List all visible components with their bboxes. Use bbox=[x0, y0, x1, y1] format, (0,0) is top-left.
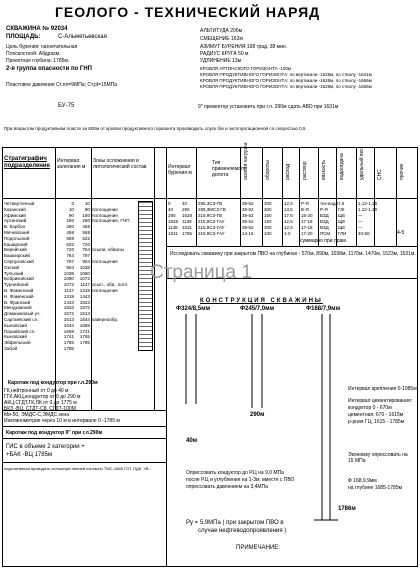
strat-bottom: 1785 bbox=[79, 340, 90, 346]
drill-cell: 1-0 bbox=[284, 231, 291, 236]
strat-top: 10 bbox=[68, 206, 74, 212]
strat-top: 720 bbox=[66, 247, 74, 253]
drill-cell: 14-15 bbox=[242, 231, 254, 236]
drill-cell: 40 bbox=[182, 201, 188, 206]
pressure-test-2: после Р.Ц и углубления на 1-3м. вместе с ПВО bbox=[186, 477, 295, 483]
strat-bottom: 1147 bbox=[80, 282, 90, 288]
drill-cell: 215,9СЗ-ГАУ bbox=[198, 219, 225, 224]
drill-cell: 150 bbox=[264, 213, 272, 218]
core-row-5: Инклинометрия через 10 м в интервале 0 -1785 м bbox=[4, 418, 120, 424]
drill-cell: ПСМ bbox=[320, 231, 331, 236]
strat-top: 1765 bbox=[63, 340, 74, 346]
header-left-1: Плоскостной: Абдрахм. bbox=[6, 51, 61, 57]
drill-cell: 290 bbox=[168, 213, 176, 218]
drill-cell: 17,5 bbox=[284, 213, 293, 218]
drill-cell: тех-вода bbox=[320, 201, 339, 206]
depth-1: 40м bbox=[186, 438, 198, 444]
drill-cell: 17-18 bbox=[301, 225, 313, 230]
strat-bottom: 1523 bbox=[79, 299, 90, 305]
strat-top: 280 bbox=[66, 224, 74, 230]
strat-bottom: 1669 bbox=[79, 322, 90, 328]
strat-bottom: 1741 bbox=[79, 328, 90, 334]
strat-name: Серпуховский bbox=[4, 258, 34, 264]
pvo-text: Исследовать скважину при закрытом ПВО на глубинах - 570м, 890м, 1038м, 1170м, 1470м, 1523м, 1631м. bbox=[170, 251, 416, 257]
strat-top: 90 bbox=[68, 212, 74, 218]
strat-note: поглощение bbox=[92, 258, 118, 264]
strat-bottom: 1613 bbox=[79, 311, 90, 317]
side-note-5: р-рная ГЦ; 1615 - 1785м bbox=[348, 419, 405, 425]
drill-cell: 39-52 bbox=[242, 207, 254, 212]
drill-cell: 300 bbox=[264, 207, 272, 212]
drill-cell: 215,9СЗ-ГАУ bbox=[198, 225, 225, 230]
strat-name: Подольский bbox=[4, 235, 30, 241]
drill-cell: 40 bbox=[168, 207, 174, 212]
ru-text: Ру = 5,9МПа ( при закрытом ПВО в bbox=[186, 520, 284, 526]
strat-top: 904 bbox=[66, 264, 74, 270]
drill-cell: 290 bbox=[182, 207, 190, 212]
strat-name: Бобриковский bbox=[4, 276, 34, 282]
drill-cell: ЩЕ bbox=[338, 225, 346, 230]
drill-header-9: СНС bbox=[377, 169, 383, 180]
horizon-0: КРОВЛЯ АРТИНСКОГО ГОРИЗОНТА -100м bbox=[200, 66, 292, 71]
strat-name: Казанский bbox=[4, 206, 26, 212]
strat-name: Кыновский bbox=[4, 334, 27, 340]
strat-name: Забой bbox=[4, 345, 18, 351]
drill-cell: 1628 bbox=[182, 213, 193, 218]
drill-cell: 0 bbox=[168, 201, 171, 206]
drill-cell: ГЖ bbox=[338, 207, 345, 212]
drill-cell: 1785 bbox=[182, 231, 193, 236]
drill-cell: 295,3МСЗ-ГВ bbox=[198, 207, 226, 212]
horizon-3: КРОВЛЯ ПРОДУКТИВНОГО ГОРИЗОНТА: по вертикали -1628м, по стволу -1666м bbox=[200, 84, 372, 89]
drill-cell: — bbox=[358, 225, 363, 230]
side-note-8: на глубине 1685-1785м bbox=[348, 485, 403, 491]
strat-bottom: 1072 bbox=[79, 276, 90, 282]
well-label: СКВАЖИНА № 92034 bbox=[6, 26, 68, 32]
core-row-2: АКЦ,СГДТ,ГК,ЛК от 0 до 1775 м bbox=[4, 400, 77, 406]
strat-top: 797 bbox=[66, 258, 74, 264]
hazard-group: 2-я группа опасности по ГНП bbox=[6, 66, 92, 72]
drill-cell: 17-18 bbox=[301, 219, 313, 224]
strat-name: Уфимский bbox=[4, 212, 26, 218]
strat-name: Кыновский bbox=[4, 322, 27, 328]
core-row-1: ГГК,АКЦ,кондуктор от 0 до 290 м bbox=[4, 394, 81, 400]
strat-top: 1741 bbox=[63, 334, 74, 340]
strat-bottom: 1572 bbox=[79, 305, 90, 311]
drill-cell: 39-52 bbox=[242, 201, 254, 206]
strat-name: Верейский bbox=[4, 247, 27, 253]
header-right-0: АЛЬТИТУДА 206м bbox=[200, 28, 243, 34]
strat-name: Турнейский bbox=[4, 282, 29, 288]
strat-name: Окский bbox=[4, 264, 20, 270]
strat-note: поглощение bbox=[92, 287, 118, 293]
drill-cell: 39-52 bbox=[242, 219, 254, 224]
drill-cell: В-Я bbox=[301, 207, 309, 212]
drill-cell: 1628 bbox=[168, 219, 179, 224]
drill-cell: 100 bbox=[264, 231, 272, 236]
side-note-6: Экономку опрессовать на 15 МПа bbox=[348, 452, 408, 464]
strat-top: 1072 bbox=[63, 282, 74, 288]
core-title: Каротаж под кондуктор при г.л.290м bbox=[8, 380, 98, 386]
strat-top: 1060 bbox=[63, 276, 74, 282]
header-right-4: УДЛИНЕНИЕ 13м bbox=[200, 58, 242, 64]
strat-note: поглощение bbox=[92, 206, 118, 212]
drill-cell: ВЗД bbox=[320, 213, 329, 218]
strat-name: Башкирский bbox=[4, 253, 30, 259]
strat-bottom: 797 bbox=[82, 253, 90, 259]
gis-text-2: +БАК -ВЦ 1785м bbox=[6, 452, 53, 458]
strat-note: поглощение bbox=[92, 212, 118, 218]
preventer-text: 9" превентор установить при г.л. 290м сдать АВО при 1631м bbox=[198, 104, 339, 110]
drill-header-10: прочие bbox=[399, 163, 405, 180]
strat-name: Мендымский bbox=[4, 305, 32, 311]
depth-2: 290м bbox=[250, 412, 265, 418]
strat-name: Четвертичный bbox=[4, 201, 35, 206]
strat-note: осыпи, обвалы bbox=[92, 247, 124, 253]
core-row-0: ГК,нейтронный от 0 до 40 м bbox=[4, 388, 69, 394]
drill-tail-2: суммарно при прам. bbox=[300, 238, 348, 244]
strat-top: 764 bbox=[66, 253, 74, 259]
strat-top: 632 bbox=[66, 241, 74, 247]
header-right-3: РАДИУС КРУГА 50 м bbox=[200, 51, 249, 57]
strat-bottom: 568 bbox=[82, 229, 90, 235]
drill-cell: Р-Я bbox=[320, 207, 328, 212]
drill-cell: 215,9СЗ-ГВ bbox=[198, 213, 223, 218]
strat-top: 1785 bbox=[63, 345, 74, 351]
drill-cell: Р-Я bbox=[301, 201, 309, 206]
ru-text-2: случае нефтеводопроявления ) bbox=[198, 528, 287, 534]
strat-name: Доманиковый уч. bbox=[4, 311, 41, 317]
strat-bottom: 10 bbox=[84, 201, 90, 206]
strat-name: Эйфельский bbox=[4, 340, 31, 346]
drill-header-4: расход bbox=[285, 163, 291, 180]
core-row-4: Ми-50, ЭМДС-С,ЭМДС зона bbox=[4, 412, 70, 418]
strat-name: Артинский bbox=[4, 218, 27, 224]
strat-note: поглощение, ГНП bbox=[92, 218, 130, 224]
strat-top: 568 bbox=[66, 235, 74, 241]
strat-bottom: 458 bbox=[82, 224, 90, 230]
strat-name: Саргаевский сл. bbox=[4, 316, 39, 322]
strat-name: Мячковский bbox=[4, 229, 30, 235]
drill-tail: 4-5 bbox=[397, 230, 405, 236]
drill-cell: 17-20 bbox=[301, 231, 313, 236]
drill-header-5: раствор bbox=[302, 161, 308, 180]
horizon-1: КРОВЛЯ ПРОДУКТИВНОГО ГОРИЗОНТА: по вертикали -1628м, по стволу -1641м bbox=[200, 72, 372, 77]
drill-header-6: вязкость bbox=[321, 159, 327, 180]
strat-bottom: 90 bbox=[84, 206, 90, 212]
horizon-2: КРОВЛЯ ПРОДУКТИВНОГО ГОРИЗОНТА: по вертикали -1628м, по стволу -1666м bbox=[200, 78, 372, 83]
header-right-1: СМЕЩЕНИЕ 162м bbox=[200, 36, 243, 42]
drill-cell: 40-50 bbox=[358, 231, 370, 236]
document-title: ГЕОЛОГО - ТЕХНИЧЕСКИЙ НАРЯД bbox=[55, 4, 321, 20]
drill-cell: 1631 bbox=[168, 231, 179, 236]
drill-header-3: обороты bbox=[265, 160, 271, 180]
drill-cell: 295,3СЗ-ГВ bbox=[198, 201, 223, 206]
strat-top: 1038 bbox=[63, 270, 74, 276]
drill-header-7: водоотдача bbox=[339, 153, 345, 180]
drill-cell: 1138 bbox=[168, 225, 178, 230]
side-note-2: Интервал цементирования: bbox=[348, 398, 413, 404]
strat-name: Пашийский сл. bbox=[4, 328, 36, 334]
drill-cell: 12,5 bbox=[284, 201, 293, 206]
drill-header-1: Тип применяемого долота bbox=[212, 160, 246, 178]
side-note-3: кондуктор 0 - 670м bbox=[348, 405, 392, 411]
strat-top: 1147 bbox=[64, 287, 74, 293]
strat-top: 0 bbox=[71, 201, 74, 206]
strat-top: 1613 bbox=[63, 316, 74, 322]
strat-top: 1669 bbox=[63, 328, 74, 334]
strat-bottom: 632 bbox=[82, 235, 90, 241]
casing-2: Ф245/7,0мм bbox=[240, 306, 275, 312]
header-right-2: АЗИМУТ БУРЕНИЯ 198 град. 38 мин. bbox=[200, 44, 288, 50]
drill-header-8: удельный вес bbox=[359, 148, 365, 180]
strat-name: В. Фаменский bbox=[4, 287, 34, 293]
strat-note: кавернообр. bbox=[92, 316, 119, 322]
side-note-7: Ф 168,9,9мм bbox=[348, 478, 377, 484]
strat-top: 1319 bbox=[63, 293, 74, 299]
pressure-text: Пластовое давление Ст.пл=9МПа; Ст.pl=15МПа bbox=[6, 82, 118, 88]
strat-bottom: 1765 bbox=[79, 334, 90, 340]
drill-cell: ВЗД bbox=[320, 219, 329, 224]
drill-cell: ВЗД bbox=[320, 225, 329, 230]
header-left-0: Цель бурения: нагнетательная bbox=[6, 44, 78, 50]
bu-label: БУ-75 bbox=[58, 103, 75, 109]
drill-cell: 39-52 bbox=[242, 213, 254, 218]
strat-bottom: 1443 bbox=[79, 293, 90, 299]
strat-note: осып., обв., погл. bbox=[92, 282, 129, 288]
drill-cell: 1631 bbox=[182, 225, 193, 230]
strat-bottom: 764 bbox=[82, 247, 90, 253]
core-row-3: БКЗ -ВЦ, СГДТ-С8, СГДТ-100М bbox=[4, 406, 76, 412]
page-watermark: Страница 1 bbox=[150, 262, 252, 283]
drill-cell: — bbox=[358, 213, 363, 218]
drill-cell: 12,5 bbox=[284, 225, 293, 230]
strat-header-0: Стратиграфич подразделение bbox=[4, 156, 50, 169]
strat-top: 1644 bbox=[63, 322, 74, 328]
drill-cell: ГЛИ bbox=[338, 231, 347, 236]
note-text: При вскрытом продуктивном пласте за 600м от кровли продуктивного горизонта производить спуск б/и и эксплуатационной со скоростью 0,5 bbox=[4, 126, 306, 131]
strat-top: 458 bbox=[66, 229, 74, 235]
drill-cell: 215,9СЗ-ГАУ bbox=[198, 231, 225, 236]
drill-cell: 1,12-1,18 bbox=[358, 201, 378, 206]
side-note-4: цементная: 670 - 1615м bbox=[348, 412, 404, 418]
pressure-test-3: опрессовать давлением на 3,4МПа bbox=[186, 484, 268, 490]
drill-cell: ЩЕ bbox=[338, 219, 346, 224]
strat-name: В. Франский bbox=[4, 299, 31, 305]
remark-label: ПРИМЕЧАНИЕ: bbox=[236, 545, 280, 551]
strat-bottom: 1060 bbox=[79, 270, 90, 276]
strat-name: В. Карбон bbox=[4, 224, 26, 230]
drill-cell: 7,5 bbox=[338, 201, 345, 206]
strat-top: 1523 bbox=[63, 305, 74, 311]
area-value: С-Альметьевская bbox=[58, 34, 107, 40]
drill-header-0: Интервал бурения м bbox=[168, 164, 192, 176]
drill-cell: 1,12-1,18 bbox=[358, 207, 378, 212]
strat-bottom: 1319 bbox=[79, 287, 90, 293]
drill-cell: ЩЕ bbox=[338, 213, 346, 218]
drill-cell: 300 bbox=[264, 225, 272, 230]
core-footnote: подсчитанная проводить сплошную линией согласно ТМС-1665 ГОТ, ПДК, УВ... bbox=[4, 466, 152, 471]
pressure-test-1: Опрессовать кондуктор до Р.Ц на 9,0 МПа bbox=[186, 470, 284, 476]
strat-header-2: Зоны осложнения и литологический состав bbox=[93, 158, 147, 170]
drill-cell: 39-52 bbox=[242, 225, 254, 230]
drill-cell: 150 bbox=[264, 219, 272, 224]
side-note-1: Интервал крепления 0-1085м bbox=[348, 386, 417, 392]
construction-title: КОНСТРУКЦИЯ СКВАЖИНЫ bbox=[200, 298, 323, 304]
strat-name: Тульский bbox=[4, 270, 24, 276]
conductor-text: Каротаж под кондуктор 9" при г.л.290м bbox=[6, 430, 103, 436]
strat-bottom: 1644 bbox=[79, 316, 90, 322]
drill-cell: 1138 bbox=[182, 219, 192, 224]
strat-bottom: 180 bbox=[82, 212, 90, 218]
casing-3: Ф168/7,9мм bbox=[306, 306, 341, 312]
drill-cell: 13,5 bbox=[284, 207, 293, 212]
gis-text: ГИС в объеме 2 категории + bbox=[6, 444, 85, 450]
depth-3: 1786м bbox=[338, 506, 356, 512]
strat-bottom: 1038 bbox=[79, 264, 90, 270]
drill-cell: 15-20 bbox=[301, 213, 313, 218]
drill-cell: 300 bbox=[264, 201, 272, 206]
strat-bottom: 904 bbox=[82, 258, 90, 264]
strat-name: Каширский bbox=[4, 241, 28, 247]
strat-name: Н. Фаменский bbox=[4, 293, 34, 299]
drill-header-2: осевая нагрузка bbox=[243, 142, 249, 180]
drill-cell: 12,5 bbox=[284, 219, 293, 224]
strat-bottom: 280 bbox=[82, 218, 90, 224]
header-left-2: Проектная глубина: 1785м. bbox=[6, 58, 70, 64]
drill-cell: — bbox=[358, 219, 363, 224]
casing-1: Ф324/8,5мм bbox=[176, 306, 211, 312]
strat-top: 1572 bbox=[63, 311, 74, 317]
strat-bottom: 720 bbox=[82, 241, 90, 247]
strat-top: 1443 bbox=[63, 299, 74, 305]
area-label: ПЛОЩАДЬ: bbox=[6, 34, 41, 40]
strat-top: 180 bbox=[66, 218, 74, 224]
strat-header-1: Интервал залегания м bbox=[57, 158, 86, 170]
